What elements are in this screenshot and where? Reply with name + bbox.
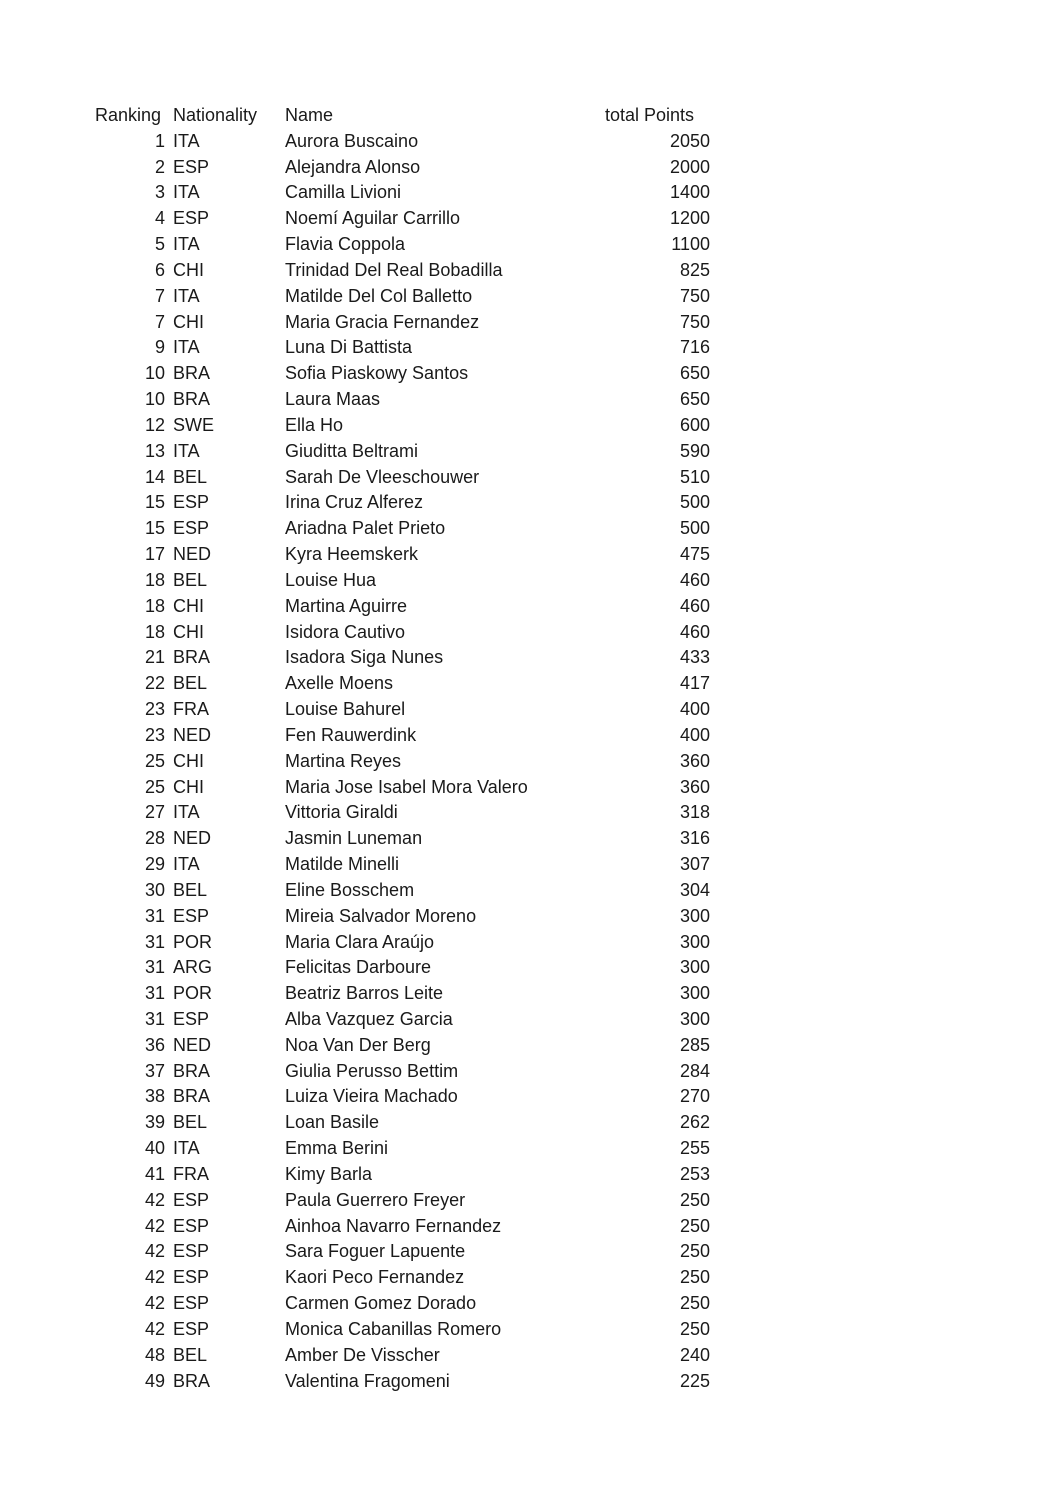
points-cell: 460 xyxy=(679,621,710,642)
name-cell: Noa Van Der Berg xyxy=(285,1034,431,1055)
table-row xyxy=(92,568,710,594)
nationality-cell: ESP xyxy=(173,156,210,177)
table-row xyxy=(92,1007,710,1033)
table-row xyxy=(92,697,710,723)
name-cell: Eline Bosschem xyxy=(285,879,415,900)
points-cell: 253 xyxy=(679,1163,710,1184)
name-cell: Ainhoa Navarro Fernandez xyxy=(285,1215,502,1236)
nationality-cell: NED xyxy=(173,1034,212,1055)
nationality-cell: CHI xyxy=(173,621,204,642)
name-cell: Maria Jose Isabel Mora Valero xyxy=(285,776,528,797)
points-cell: 262 xyxy=(679,1112,710,1133)
table-row xyxy=(92,361,710,387)
nationality-cell: FRA xyxy=(173,699,209,720)
ranking-cell: 12 xyxy=(144,414,165,435)
name-cell: Isidora Cautivo xyxy=(285,621,406,642)
ranking-cell: 13 xyxy=(144,440,165,461)
nationality-cell: ESP xyxy=(173,492,210,513)
table-row xyxy=(92,671,710,697)
points-cell: 225 xyxy=(679,1370,710,1391)
ranking-cell: 25 xyxy=(144,750,165,771)
table-row xyxy=(92,878,710,904)
ranking-cell: 36 xyxy=(144,1034,165,1055)
name-cell: Isadora Siga Nunes xyxy=(285,647,444,668)
points-cell: 1400 xyxy=(669,182,710,203)
name-cell: Maria Clara Araújo xyxy=(285,931,435,952)
ranking-cell: 14 xyxy=(144,466,165,487)
ranking-table xyxy=(92,103,710,1394)
table-row xyxy=(92,465,710,491)
name-cell: Giuditta Beltrami xyxy=(285,440,419,461)
column-header-ranking: Ranking xyxy=(95,105,162,125)
name-cell: Louise Hua xyxy=(285,569,377,590)
points-cell: 500 xyxy=(679,518,710,539)
name-cell: Louise Bahurel xyxy=(285,699,406,720)
points-cell: 1100 xyxy=(671,234,710,255)
nationality-cell: ESP xyxy=(173,1189,210,1210)
name-cell: Kyra Heemskerk xyxy=(285,544,419,565)
points-cell: 590 xyxy=(679,440,710,461)
points-cell: 250 xyxy=(679,1318,710,1339)
ranking-cell: 40 xyxy=(144,1138,165,1159)
name-cell: Mireia Salvador Moreno xyxy=(285,905,477,926)
points-cell: 318 xyxy=(679,802,710,823)
ranking-cell: 23 xyxy=(144,724,165,745)
name-cell: Monica Cabanillas Romero xyxy=(285,1318,502,1339)
table-row xyxy=(92,180,710,206)
points-cell: 300 xyxy=(679,1008,710,1029)
ranking-cell: 5 xyxy=(154,234,165,255)
name-cell: Luiza Vieira Machado xyxy=(285,1086,458,1107)
points-cell: 750 xyxy=(679,311,710,332)
points-cell: 307 xyxy=(679,854,710,875)
name-cell: Jasmin Luneman xyxy=(285,828,423,849)
points-cell: 300 xyxy=(679,957,710,978)
nationality-cell: CHI xyxy=(173,750,204,771)
table-row xyxy=(92,258,710,284)
nationality-cell: CHI xyxy=(173,595,204,616)
table-row xyxy=(92,1369,710,1395)
nationality-cell: ITA xyxy=(173,285,200,306)
nationality-cell: BRA xyxy=(173,1086,211,1107)
table-row xyxy=(92,490,710,516)
name-cell: Valentina Fragomeni xyxy=(285,1370,450,1391)
table-row xyxy=(92,930,710,956)
ranking-cell: 30 xyxy=(144,879,165,900)
points-cell: 475 xyxy=(679,544,710,565)
ranking-cell: 18 xyxy=(144,595,165,616)
points-cell: 304 xyxy=(679,879,710,900)
table-row xyxy=(92,1059,710,1085)
points-cell: 240 xyxy=(679,1344,710,1365)
table-row xyxy=(92,723,710,749)
table-row xyxy=(92,155,710,181)
table-row xyxy=(92,981,710,1007)
nationality-cell: BEL xyxy=(173,1112,208,1133)
points-cell: 650 xyxy=(679,389,710,410)
table-header-row xyxy=(92,103,710,129)
table-row xyxy=(92,1291,710,1317)
ranking-cell: 3 xyxy=(154,182,165,203)
nationality-cell: CHI xyxy=(173,776,204,797)
ranking-cell: 7 xyxy=(154,311,165,332)
name-cell: Ariadna Palet Prieto xyxy=(285,518,446,539)
table-row xyxy=(92,955,710,981)
points-cell: 316 xyxy=(679,828,710,849)
points-cell: 500 xyxy=(679,492,710,513)
points-cell: 300 xyxy=(679,983,710,1004)
ranking-cell: 18 xyxy=(144,569,165,590)
name-cell: Laura Maas xyxy=(285,389,381,410)
ranking-cell: 22 xyxy=(144,673,165,694)
points-cell: 460 xyxy=(679,569,710,590)
ranking-cell: 42 xyxy=(144,1215,165,1236)
points-cell: 300 xyxy=(679,905,710,926)
nationality-cell: ESP xyxy=(173,1293,210,1314)
nationality-cell: BRA xyxy=(173,1370,211,1391)
table-row xyxy=(92,1214,710,1240)
points-cell: 2000 xyxy=(669,156,710,177)
column-header-nationality: Nationality xyxy=(173,105,258,125)
nationality-cell: ITA xyxy=(173,1138,200,1159)
table-row xyxy=(92,387,710,413)
nationality-cell: BRA xyxy=(173,647,211,668)
name-cell: Camilla Livioni xyxy=(285,182,402,203)
points-cell: 300 xyxy=(679,931,710,952)
ranking-cell: 31 xyxy=(144,905,165,926)
ranking-cell: 37 xyxy=(144,1060,165,1081)
nationality-cell: BEL xyxy=(173,466,208,487)
nationality-cell: ITA xyxy=(173,182,200,203)
table-row xyxy=(92,542,710,568)
nationality-cell: BRA xyxy=(173,1060,211,1081)
ranking-cell: 6 xyxy=(154,259,165,280)
nationality-cell: NED xyxy=(173,544,212,565)
nationality-cell: ESP xyxy=(173,1318,210,1339)
table-row xyxy=(92,206,710,232)
table-row xyxy=(92,1265,710,1291)
ranking-cell: 31 xyxy=(144,957,165,978)
name-cell: Axelle Moens xyxy=(285,673,394,694)
table-row xyxy=(92,1188,710,1214)
table-row xyxy=(92,620,710,646)
nationality-cell: BEL xyxy=(173,879,208,900)
nationality-cell: CHI xyxy=(173,311,204,332)
points-cell: 650 xyxy=(679,363,710,384)
table-row xyxy=(92,1136,710,1162)
nationality-cell: BEL xyxy=(173,569,208,590)
name-cell: Flavia Coppola xyxy=(285,234,406,255)
name-cell: Emma Berini xyxy=(285,1138,389,1159)
table-row xyxy=(92,439,710,465)
name-cell: Trinidad Del Real Bobadilla xyxy=(285,259,503,280)
points-cell: 750 xyxy=(679,285,710,306)
table-row xyxy=(92,1084,710,1110)
nationality-cell: POR xyxy=(173,983,213,1004)
nationality-cell: NED xyxy=(173,828,212,849)
nationality-cell: ITA xyxy=(173,854,200,875)
ranking-cell: 23 xyxy=(144,699,165,720)
name-cell: Matilde Minelli xyxy=(285,854,400,875)
table-row xyxy=(92,904,710,930)
name-cell: Paula Guerrero Freyer xyxy=(285,1189,466,1210)
ranking-cell: 42 xyxy=(144,1293,165,1314)
nationality-cell: ESP xyxy=(173,1215,210,1236)
table-row xyxy=(92,310,710,336)
nationality-cell: BEL xyxy=(173,1344,208,1365)
nationality-cell: ITA xyxy=(173,802,200,823)
table-row xyxy=(92,335,710,361)
ranking-cell: 25 xyxy=(144,776,165,797)
ranking-cell: 2 xyxy=(154,156,165,177)
table-row xyxy=(92,852,710,878)
nationality-cell: CHI xyxy=(173,259,204,280)
name-cell: Martina Reyes xyxy=(285,750,402,771)
nationality-cell: NED xyxy=(173,724,212,745)
name-cell: Amber De Visscher xyxy=(285,1344,440,1365)
ranking-cell: 27 xyxy=(144,802,165,823)
name-cell: Felicitas Darboure xyxy=(285,957,432,978)
name-cell: Alejandra Alonso xyxy=(285,156,421,177)
ranking-cell: 38 xyxy=(144,1086,165,1107)
ranking-cell: 10 xyxy=(144,363,165,384)
name-cell: Alba Vazquez Garcia xyxy=(285,1008,453,1029)
points-cell: 360 xyxy=(679,750,710,771)
ranking-cell: 31 xyxy=(144,931,165,952)
name-cell: Kimy Barla xyxy=(285,1163,373,1184)
points-cell: 250 xyxy=(679,1189,710,1210)
name-cell: Irina Cruz Alferez xyxy=(285,492,424,513)
name-cell: Ella Ho xyxy=(285,414,344,435)
table-row xyxy=(92,232,710,258)
nationality-cell: ITA xyxy=(173,234,200,255)
ranking-cell: 42 xyxy=(144,1318,165,1339)
name-cell: Noemí Aguilar Carrillo xyxy=(285,208,461,229)
table-row xyxy=(92,775,710,801)
table-row xyxy=(92,516,710,542)
ranking-cell: 42 xyxy=(144,1241,165,1262)
name-cell: Luna Di Battista xyxy=(285,337,413,358)
nationality-cell: POR xyxy=(173,931,213,952)
points-cell: 400 xyxy=(679,699,710,720)
table-row xyxy=(92,413,710,439)
points-cell: 460 xyxy=(679,595,710,616)
name-cell: Maria Gracia Fernandez xyxy=(285,311,480,332)
name-cell: Carmen Gomez Dorado xyxy=(285,1293,477,1314)
points-cell: 360 xyxy=(679,776,710,797)
table-row xyxy=(92,800,710,826)
points-cell: 716 xyxy=(679,337,710,358)
nationality-cell: ITA xyxy=(173,440,200,461)
table-row xyxy=(92,1162,710,1188)
ranking-cell: 9 xyxy=(154,337,165,358)
nationality-cell: ESP xyxy=(173,518,210,539)
table-body xyxy=(92,129,710,1395)
table-row xyxy=(92,284,710,310)
ranking-cell: 29 xyxy=(144,854,165,875)
table-row xyxy=(92,1110,710,1136)
table-row xyxy=(92,129,710,155)
points-cell: 433 xyxy=(679,647,710,668)
nationality-cell: ESP xyxy=(173,1241,210,1262)
table-row xyxy=(92,594,710,620)
name-cell: Martina Aguirre xyxy=(285,595,408,616)
nationality-cell: ESP xyxy=(173,1008,210,1029)
nationality-cell: FRA xyxy=(173,1163,209,1184)
points-cell: 510 xyxy=(679,466,710,487)
points-cell: 417 xyxy=(679,673,710,694)
ranking-cell: 39 xyxy=(144,1112,165,1133)
column-header-total-points: total Points xyxy=(605,105,695,125)
points-cell: 285 xyxy=(679,1034,710,1055)
ranking-cell: 48 xyxy=(144,1344,165,1365)
nationality-cell: BRA xyxy=(173,389,211,410)
table-row xyxy=(92,645,710,671)
ranking-cell: 31 xyxy=(144,983,165,1004)
name-cell: Matilde Del Col Balletto xyxy=(285,285,473,306)
name-cell: Sofia Piaskowy Santos xyxy=(285,363,469,384)
nationality-cell: BEL xyxy=(173,673,208,694)
ranking-cell: 15 xyxy=(144,492,165,513)
ranking-cell: 18 xyxy=(144,621,165,642)
ranking-cell: 31 xyxy=(144,1008,165,1029)
points-cell: 400 xyxy=(679,724,710,745)
points-cell: 284 xyxy=(679,1060,710,1081)
points-cell: 825 xyxy=(679,259,710,280)
points-cell: 250 xyxy=(679,1241,710,1262)
points-cell: 600 xyxy=(679,414,710,435)
table-row xyxy=(92,749,710,775)
points-cell: 250 xyxy=(679,1293,710,1314)
nationality-cell: ESP xyxy=(173,1267,210,1288)
name-cell: Loan Basile xyxy=(285,1112,380,1133)
points-cell: 1200 xyxy=(669,208,710,229)
points-cell: 2050 xyxy=(669,130,710,151)
ranking-cell: 10 xyxy=(144,389,165,410)
ranking-cell: 21 xyxy=(144,647,165,668)
points-cell: 270 xyxy=(679,1086,710,1107)
name-cell: Giulia Perusso Bettim xyxy=(285,1060,459,1081)
points-cell: 250 xyxy=(679,1267,710,1288)
ranking-cell: 7 xyxy=(154,285,165,306)
ranking-cell: 4 xyxy=(154,208,165,229)
nationality-cell: SWE xyxy=(173,414,215,435)
name-cell: Fen Rauwerdink xyxy=(285,724,417,745)
nationality-cell: ARG xyxy=(173,957,213,978)
nationality-cell: ITA xyxy=(173,337,200,358)
name-cell: Aurora Buscaino xyxy=(285,130,419,151)
ranking-cell: 17 xyxy=(144,544,165,565)
name-cell: Sara Foguer Lapuente xyxy=(285,1241,466,1262)
nationality-cell: ESP xyxy=(173,905,210,926)
ranking-cell: 42 xyxy=(144,1189,165,1210)
name-cell: Sarah De Vleeschouwer xyxy=(285,466,480,487)
points-cell: 250 xyxy=(679,1215,710,1236)
ranking-cell: 1 xyxy=(154,130,165,151)
column-header-name: Name xyxy=(285,105,334,125)
ranking-cell: 41 xyxy=(144,1163,165,1184)
name-cell: Vittoria Giraldi xyxy=(285,802,398,823)
ranking-cell: 49 xyxy=(144,1370,165,1391)
points-cell: 255 xyxy=(679,1138,710,1159)
table-row xyxy=(92,1033,710,1059)
ranking-cell: 42 xyxy=(144,1267,165,1288)
table-row xyxy=(92,826,710,852)
nationality-cell: ESP xyxy=(173,208,210,229)
name-cell: Beatriz Barros Leite xyxy=(285,983,444,1004)
name-cell: Kaori Peco Fernandez xyxy=(285,1267,465,1288)
table-row xyxy=(92,1343,710,1369)
ranking-cell: 28 xyxy=(144,828,165,849)
nationality-cell: BRA xyxy=(173,363,211,384)
ranking-cell: 15 xyxy=(144,518,165,539)
nationality-cell: ITA xyxy=(173,130,200,151)
table-row xyxy=(92,1317,710,1343)
table-row xyxy=(92,1239,710,1265)
